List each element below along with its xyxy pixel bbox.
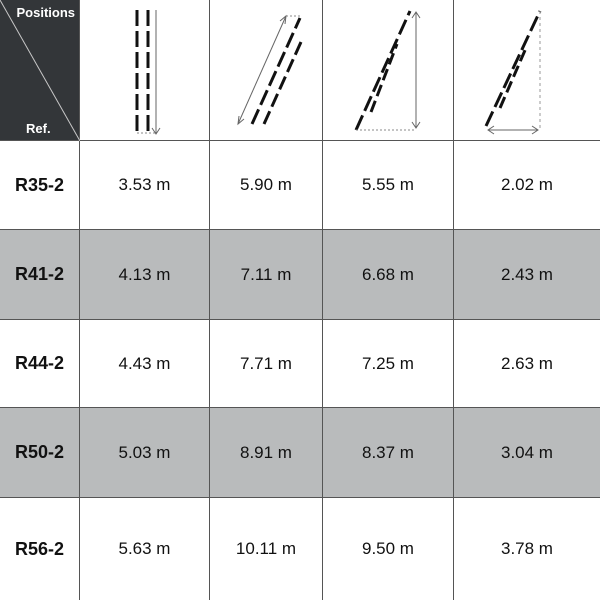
value-vertical: 4.13 m — [80, 230, 210, 320]
value-height: 8.37 m — [323, 408, 454, 498]
row-ref: R41-2 — [0, 230, 80, 320]
value-height: 7.25 m — [323, 320, 454, 408]
corner-diagonal-line — [0, 0, 80, 141]
value-vertical: 3.53 m — [80, 141, 210, 230]
value-base-distance: 2.02 m — [454, 141, 600, 230]
positions-header-label: Positions — [16, 5, 75, 20]
value-extended-length: 5.90 m — [210, 141, 323, 230]
value-vertical: 5.63 m — [80, 498, 210, 600]
ladder-height-icon — [323, 0, 453, 141]
value-base-distance: 2.43 m — [454, 230, 600, 320]
value-base-distance: 2.63 m — [454, 320, 600, 408]
row-ref: R56-2 — [0, 498, 80, 600]
ladder-base-distance-icon — [454, 0, 600, 141]
row-ref: R50-2 — [0, 408, 80, 498]
value-extended-length: 8.91 m — [210, 408, 323, 498]
position-header-vertical — [80, 0, 210, 141]
value-base-distance: 3.04 m — [454, 408, 600, 498]
table-corner-header — [0, 0, 80, 141]
value-extended-length: 7.71 m — [210, 320, 323, 408]
value-vertical: 5.03 m — [80, 408, 210, 498]
value-base-distance: 3.78 m — [501, 539, 553, 558]
row-ref: R35-2 — [0, 141, 80, 230]
ladder-extended-length-icon — [210, 0, 322, 141]
value-vertical: 4.43 m — [80, 320, 210, 408]
position-header-extended-length — [210, 0, 323, 141]
ref-header-label: Ref. — [26, 121, 51, 136]
row-ref: R44-2 — [0, 320, 80, 408]
value-extended-length: 10.11 m — [210, 498, 323, 600]
position-header-height — [323, 0, 454, 141]
value-height: 9.50 m — [323, 498, 454, 600]
value-extended-length: 7.11 m — [210, 230, 323, 320]
ladder-vertical-icon — [80, 0, 209, 141]
value-height: 6.68 m — [323, 230, 454, 320]
value-height: 5.55 m — [323, 141, 454, 230]
position-header-base-distance — [454, 0, 600, 141]
